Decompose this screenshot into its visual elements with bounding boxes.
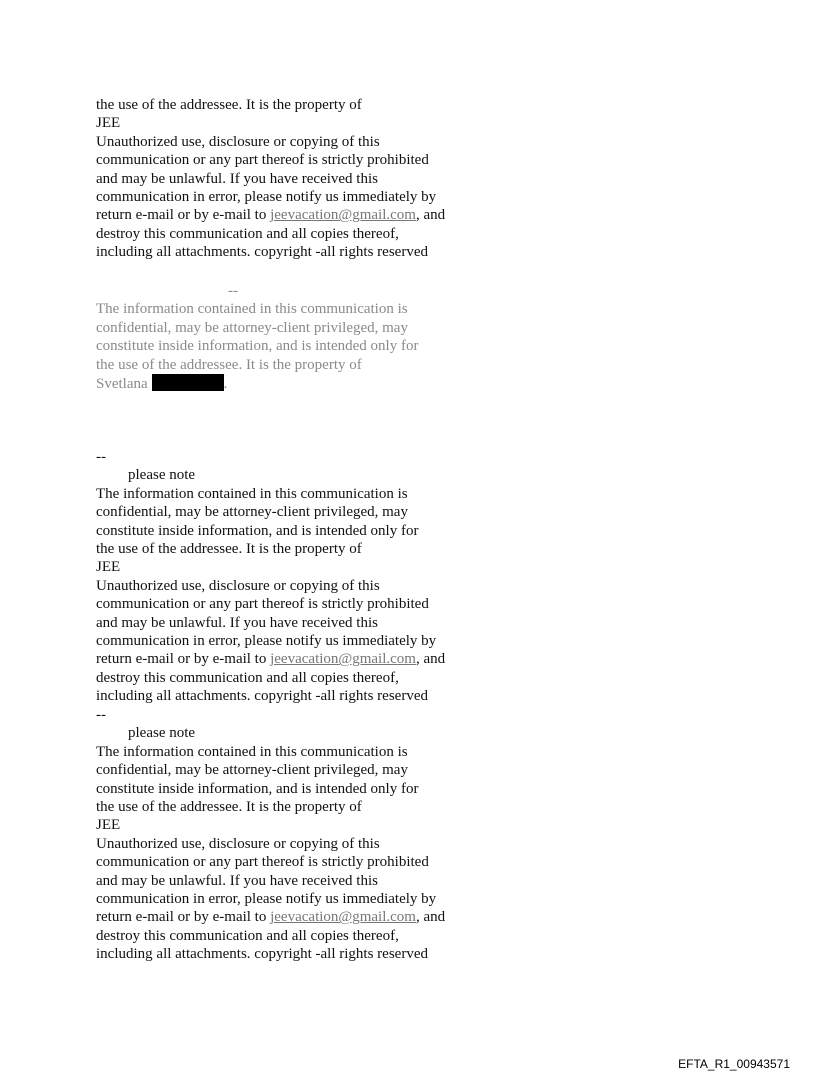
disclaimer-block-3	[96, 706, 516, 963]
text-segment: , and	[415, 651, 446, 668]
text-line: constitute inside information, and is intended only for	[96, 780, 419, 797]
text-line: destroy this communication and all copies thereof,	[96, 669, 399, 686]
redaction-box	[152, 374, 224, 391]
document-id: EFTA_R1_00943571	[678, 1057, 790, 1071]
text-segment: , and	[415, 909, 446, 926]
text-line: the use of the addressee. It is the property of	[96, 356, 362, 373]
text-line	[96, 206, 516, 224]
text-line: communication or any part thereof is strictly prohibited	[96, 596, 429, 613]
email-link[interactable]: jeevacation@gmail.com	[270, 909, 416, 926]
text-line: including all attachments. copyright -all rights reserved	[96, 244, 428, 261]
text-line: including all attachments. copyright -all rights reserved	[96, 946, 428, 963]
text-line: Unauthorized use, disclosure or copying of this	[96, 577, 380, 594]
text-line: Unauthorized use, disclosure or copying of this	[96, 835, 380, 852]
text-line: and may be unlawful. If you have received this	[96, 614, 378, 631]
text-line: the use of the addressee. It is the property of	[96, 798, 362, 815]
separator: --	[96, 707, 106, 723]
text-line: communication or any part thereof is strictly prohibited	[96, 854, 429, 871]
text-line: confidential, may be attorney-client privileged, may	[96, 762, 408, 779]
text-line: JEE	[96, 817, 121, 834]
text-line: JEE	[96, 559, 121, 576]
text-line: and may be unlawful. If you have received this	[96, 170, 378, 187]
text-line: communication in error, please notify us immediately by	[96, 188, 437, 205]
text-line: The information contained in this communication is	[96, 485, 408, 502]
text-line: destroy this communication and all copies thereof,	[96, 927, 399, 944]
separator: --	[96, 449, 106, 465]
text-line: communication in error, please notify us immediately by	[96, 890, 437, 907]
text-line: communication in error, please notify us immediately by	[96, 632, 437, 649]
please-note: please note	[128, 467, 196, 484]
text-segment: , and	[415, 207, 446, 224]
disclaimer-block-2	[96, 448, 516, 705]
text-line: the use of the addressee. It is the property of	[96, 540, 362, 557]
text-line	[96, 908, 516, 926]
please-note: please note	[128, 725, 196, 742]
disclaimer-block-1	[96, 96, 516, 262]
text-line: confidential, may be attorney-client privileged, may	[96, 504, 408, 521]
quoted-disclaimer-block	[96, 282, 516, 392]
text-line: communication or any part thereof is strictly prohibited	[96, 152, 429, 169]
text-line: constitute inside information, and is intended only for	[96, 338, 419, 355]
text-line: constitute inside information, and is intended only for	[96, 522, 419, 539]
email-link[interactable]: jeevacation@gmail.com	[270, 207, 416, 224]
text-line: and may be unlawful. If you have received this	[96, 872, 378, 889]
text-line: destroy this communication and all copies thereof,	[96, 225, 399, 242]
text-segment: return e-mail or by e-mail to	[96, 651, 271, 668]
text-segment: .	[223, 375, 228, 392]
text-segment: Svetlana	[96, 375, 148, 392]
text-segment: return e-mail or by e-mail to	[96, 909, 271, 926]
separator: --	[228, 283, 238, 299]
text-line: the use of the addressee. It is the property of	[96, 97, 362, 113]
text-line: Unauthorized use, disclosure or copying of this	[96, 133, 380, 150]
text-segment: return e-mail or by e-mail to	[96, 207, 271, 224]
email-link[interactable]: jeevacation@gmail.com	[270, 651, 416, 668]
text-line	[96, 374, 516, 392]
text-line: confidential, may be attorney-client privileged, may	[96, 319, 408, 336]
text-line: The information contained in this communication is	[96, 743, 408, 760]
text-line: The information contained in this communication is	[96, 301, 408, 318]
text-line	[96, 650, 516, 668]
text-line: including all attachments. copyright -all rights reserved	[96, 688, 428, 705]
text-line: JEE	[96, 115, 121, 132]
